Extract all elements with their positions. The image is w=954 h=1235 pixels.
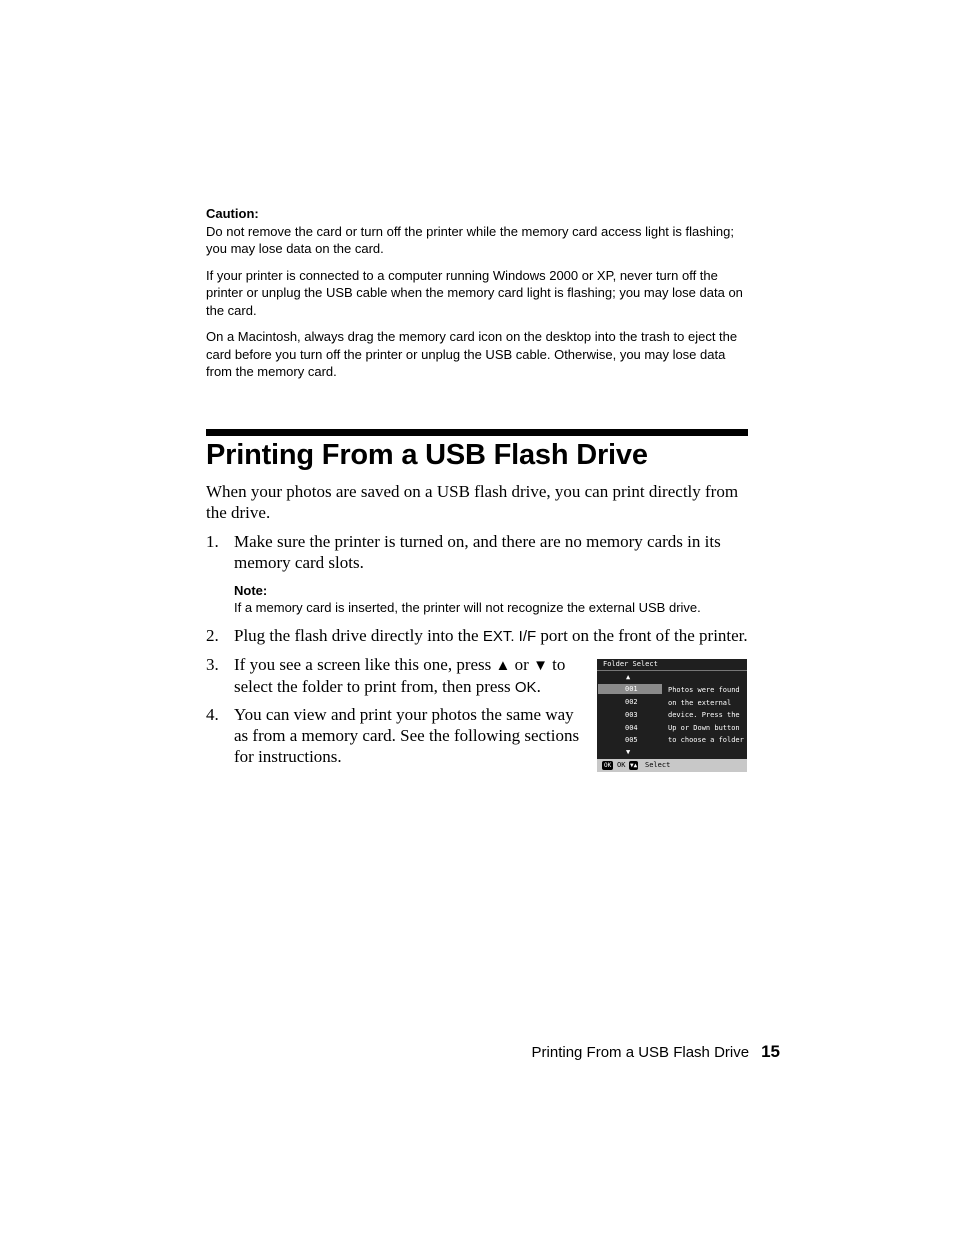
caution-paragraph-2: If your printer is connected to a computer running Windows 2000 or XP, never turn off the printer or unplug the USB cable when the memory card light is flashing; you may lose data on the card. [206, 267, 743, 318]
lcd-folder-number: 005 [625, 736, 638, 744]
lcd-folder-item [598, 735, 662, 745]
step-text: Make sure the printer is turned on, and there are no memory cards in its memory card slots. [234, 532, 721, 572]
step-text-part: . [536, 677, 541, 696]
step-text-part: or [510, 655, 534, 674]
lcd-folder-item [598, 710, 662, 720]
lcd-ok-label: OK [617, 761, 626, 769]
lcd-folder-number: 003 [625, 711, 638, 719]
step-text-part: If you see a screen like this one, press [234, 655, 496, 674]
step-text [234, 625, 754, 647]
lcd-select-label: Select [645, 761, 671, 769]
step-number: 3. [206, 655, 219, 674]
lcd-up-arrow-icon: ▲ [626, 673, 631, 681]
step-text [234, 654, 584, 698]
lcd-folder-number: 002 [625, 698, 638, 706]
step-text-part: Plug the flash drive directly into the [234, 626, 483, 645]
page-footer [532, 1042, 780, 1063]
running-title: Printing From a USB Flash Drive [531, 1044, 750, 1061]
step-text-part: port on the front of the printer. [536, 626, 748, 645]
step-text-part: to select the folder to print from, then press [234, 655, 566, 696]
lcd-folder-number: 001 [625, 685, 638, 693]
lcd-title: Folder Select [603, 660, 658, 668]
note-label: Note: [234, 583, 268, 598]
lcd-message-line: to choose a folder [668, 736, 744, 744]
note-text: If a memory card is inserted, the printer will not recognize the external USB drive. [234, 600, 701, 615]
section-rule [206, 429, 748, 436]
lcd-header [597, 659, 747, 671]
caution-paragraph-3: On a Macintosh, always drag the memory card icon on the desktop into the trash to eject the card before you turn off the printer or unplug the USB cable. Otherwise, you may lose data from the memory card. [206, 329, 738, 379]
section-intro: When your photos are saved on a USB flash drive, you can print directly from the drive. [206, 482, 739, 522]
lcd-arrow-keys-icon: ▼▲ [630, 762, 638, 769]
lcd-folder-select-screen [597, 659, 747, 772]
down-arrow-icon: ▼ [533, 657, 548, 674]
lcd-message-line: Photos were found [668, 686, 740, 694]
step-number: 4. [206, 705, 219, 724]
lcd-message-line: Up or Down button [668, 723, 740, 732]
lcd-folder-item [598, 723, 662, 733]
lcd-folder-item [598, 697, 662, 707]
caution-label: Caution: [206, 206, 259, 221]
section-title: Printing From a USB Flash Drive [206, 439, 648, 471]
lcd-down-arrow-icon: ▼ [626, 748, 631, 756]
lcd-ok-key-icon: OK [604, 762, 612, 769]
up-arrow-icon: ▲ [495, 657, 511, 674]
lcd-footer [597, 759, 747, 772]
caution-block [206, 205, 746, 390]
ok-button-label: OK [514, 679, 537, 696]
caution-paragraph-1: Do not remove the card or turn off the printer while the memory card access light is flashing; you may lose data on the card. [206, 223, 734, 256]
page-number: 15 [761, 1042, 780, 1061]
lcd-folder-item [598, 684, 662, 694]
step-text: You can view and print your photos the same way as from a memory card. See the following sections for instructions. [234, 705, 580, 766]
lcd-message-line: device. Press the [668, 711, 740, 719]
step-number: 2. [206, 626, 219, 645]
note-block [234, 582, 754, 616]
step-number: 1. [206, 532, 219, 551]
lcd-folder-number: 004 [625, 724, 638, 732]
port-label: EXT. I/F [482, 628, 537, 645]
lcd-message-line: on the external [668, 698, 732, 707]
